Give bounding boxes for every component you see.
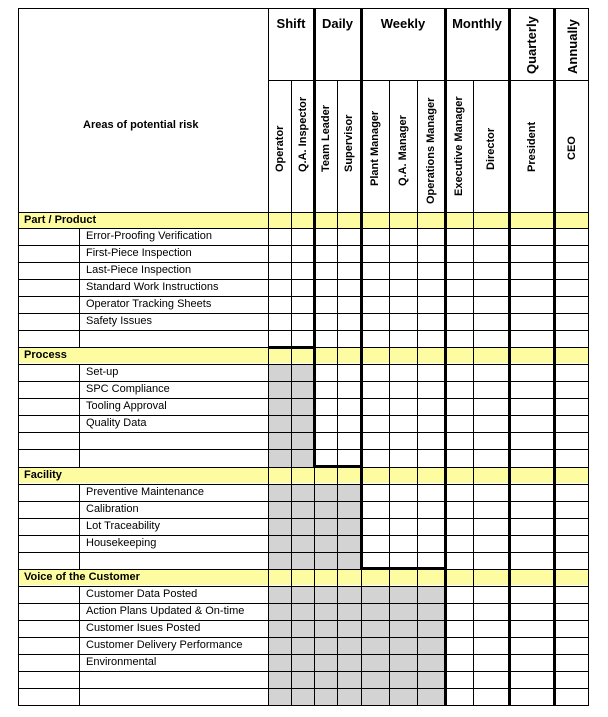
risk-item: Standard Work Instructions [86, 281, 219, 293]
role-director: Director [485, 127, 497, 170]
role-team-leader: Team Leader [320, 104, 332, 172]
freq-shift: Shift [276, 16, 306, 31]
thick-step-facility-daily-v [360, 465, 363, 569]
thick-line-shift-daily [313, 8, 316, 347]
risk-item: Last-Piece Inspection [86, 264, 192, 276]
thick-step-process-shift-v [313, 346, 316, 467]
grid-hline [18, 449, 588, 450]
grid-vline [291, 80, 292, 706]
role-operator: Operator [274, 125, 286, 172]
thick-line-daily-weekly [360, 8, 363, 467]
grid-hline [18, 330, 588, 331]
grid-hline [18, 552, 588, 553]
role-supervisor: Supervisor [343, 114, 355, 172]
grid-hline [18, 705, 588, 706]
risk-item: Quality Data [86, 417, 147, 429]
grid-hline [18, 467, 588, 468]
grid-vline [79, 484, 80, 569]
section-band-process [18, 347, 588, 363]
thick-line-weekly-monthly [444, 8, 447, 706]
section-band-facility [18, 467, 588, 483]
grid-hline [18, 8, 588, 9]
grid-vline [18, 8, 19, 706]
role-ceo: CEO [566, 136, 578, 160]
thick-step-facility-daily [313, 465, 363, 468]
section-band-part-product [18, 212, 588, 228]
section-title-facility: Facility [24, 469, 62, 481]
role-qa-manager: Q.A. Manager [397, 115, 409, 186]
freq-quarterly: Quarterly [524, 16, 539, 74]
risk-item: Lot Traceability [86, 520, 160, 532]
grid-vline [389, 80, 390, 706]
grid-hline [268, 80, 588, 81]
thick-step-voc-weekly [360, 567, 447, 570]
risk-item: Safety Issues [86, 315, 153, 327]
role-executive-manager: Executive Manager [453, 96, 465, 196]
risk-item: Error-Proofing Verification [86, 230, 212, 242]
risk-item: Environmental [86, 656, 157, 668]
risk-item: Operator Tracking Sheets [86, 298, 212, 310]
risk-item: Customer Data Posted [86, 588, 198, 600]
grid-vline [79, 586, 80, 706]
role-operations-manager: Operations Manager [425, 97, 437, 204]
section-title-process: Process [24, 349, 67, 361]
role-president: President [526, 121, 538, 172]
freq-monthly: Monthly [452, 16, 502, 31]
risk-item: Calibration [86, 503, 139, 515]
section-title-part-product: Part / Product [24, 214, 97, 226]
role-qa-inspector: Q.A. Inspector [297, 96, 309, 172]
grid-vline [79, 364, 80, 467]
risk-item: SPC Compliance [86, 383, 170, 395]
risk-item: Set-up [86, 366, 119, 378]
thick-line-quarterly-annually [553, 8, 556, 706]
role-plant-manager: Plant Manager [369, 110, 381, 186]
risk-item: Preventive Maintenance [86, 486, 205, 498]
thick-line-monthly-quarterly [508, 8, 511, 706]
grid-vline [79, 228, 80, 347]
grid-hline [18, 212, 588, 213]
grid-hline [18, 432, 588, 433]
grid-vline [473, 80, 474, 706]
section-title-voice-of-customer: Voice of the Customer [24, 571, 140, 583]
grid-hline [18, 688, 588, 689]
freq-annually: Annually [565, 19, 580, 74]
grid-vline [268, 8, 269, 706]
areas-of-risk-label: Areas of potential risk [83, 119, 199, 131]
risk-item: First-Piece Inspection [86, 247, 192, 259]
grid-vline [337, 80, 338, 706]
risk-item: Tooling Approval [86, 400, 167, 412]
risk-item: Housekeeping [86, 537, 157, 549]
freq-daily: Daily [321, 16, 354, 31]
risk-item: Customer Delivery Performance [86, 639, 243, 651]
risk-item: Customer Isues Posted [86, 622, 201, 634]
risk-item: Action Plans Updated & On-time [86, 605, 245, 617]
grid-vline [588, 8, 589, 706]
grid-vline [417, 80, 418, 706]
freq-weekly: Weekly [380, 16, 426, 31]
grid-hline [18, 671, 588, 672]
thick-step-process-shift [268, 346, 316, 349]
